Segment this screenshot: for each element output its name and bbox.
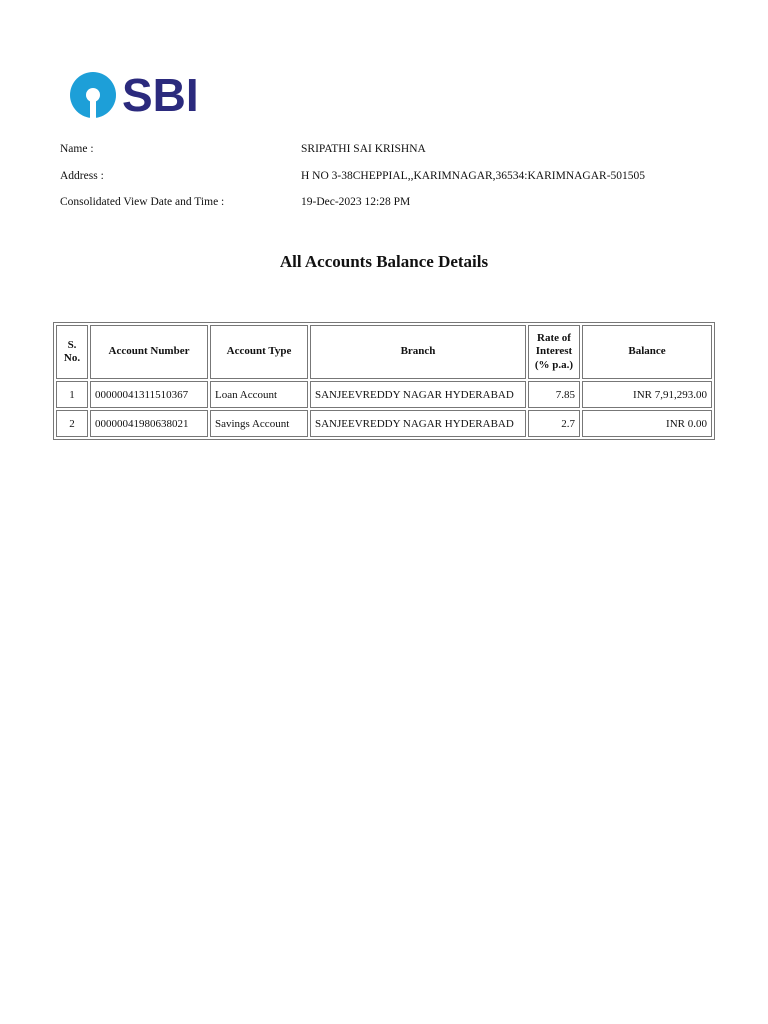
row-account-number: 00000041980638021	[90, 410, 208, 437]
name-label: Name :	[60, 143, 94, 156]
header-rate-line1: Rate of	[537, 331, 571, 344]
row-account-number: 00000041311510367	[90, 381, 208, 408]
header-account-number: Account Number	[90, 325, 208, 379]
table-row	[56, 381, 712, 408]
row-account-type: Loan Account	[210, 381, 308, 408]
sbi-keyhole-icon	[70, 72, 116, 118]
row-sno: 1	[56, 381, 88, 408]
row-sno: 2	[56, 410, 88, 437]
page-title: All Accounts Balance Details	[279, 252, 489, 271]
datetime-value: 19-Dec-2023 12:28 PM	[301, 196, 411, 209]
sbi-logo	[70, 70, 199, 120]
row-branch: SANJEEVREDDY NAGAR HYDERABAD	[310, 410, 526, 437]
row-account-type: Savings Account	[210, 410, 308, 437]
table-row	[56, 410, 712, 437]
row-rate: 2.7	[528, 410, 580, 437]
row-balance: INR 7,91,293.00	[582, 381, 712, 408]
name-value: SRIPATHI SAI KRISHNA	[301, 143, 426, 156]
header-sno-line2: No.	[63, 352, 81, 364]
header-sno	[56, 325, 88, 379]
row-rate: 7.85	[528, 381, 580, 408]
accounts-table	[53, 322, 715, 440]
datetime-label: Consolidated View Date and Time :	[60, 196, 225, 209]
row-balance: INR 0.00	[582, 410, 712, 437]
row-branch: SANJEEVREDDY NAGAR HYDERABAD	[310, 381, 526, 408]
customer-info	[60, 136, 740, 216]
datetime-row	[60, 189, 740, 216]
header-rate-line2: Interest	[535, 345, 573, 358]
header-balance: Balance	[582, 325, 712, 379]
table-header-row	[56, 325, 712, 379]
header-sno-line1: S.	[67, 338, 77, 351]
address-label: Address :	[60, 169, 104, 182]
header-rate-line3: (% p.a.)	[534, 358, 574, 371]
header-rate	[528, 325, 580, 379]
address-value: H NO 3-38CHEPPIAL,,KARIMNAGAR,36534:KARIMNAGAR-501505	[301, 169, 646, 182]
header-branch: Branch	[310, 325, 526, 379]
header-account-type: Account Type	[210, 325, 308, 379]
sbi-logo-text: SBI	[122, 69, 199, 121]
address-row	[60, 163, 740, 190]
name-row	[60, 136, 740, 163]
